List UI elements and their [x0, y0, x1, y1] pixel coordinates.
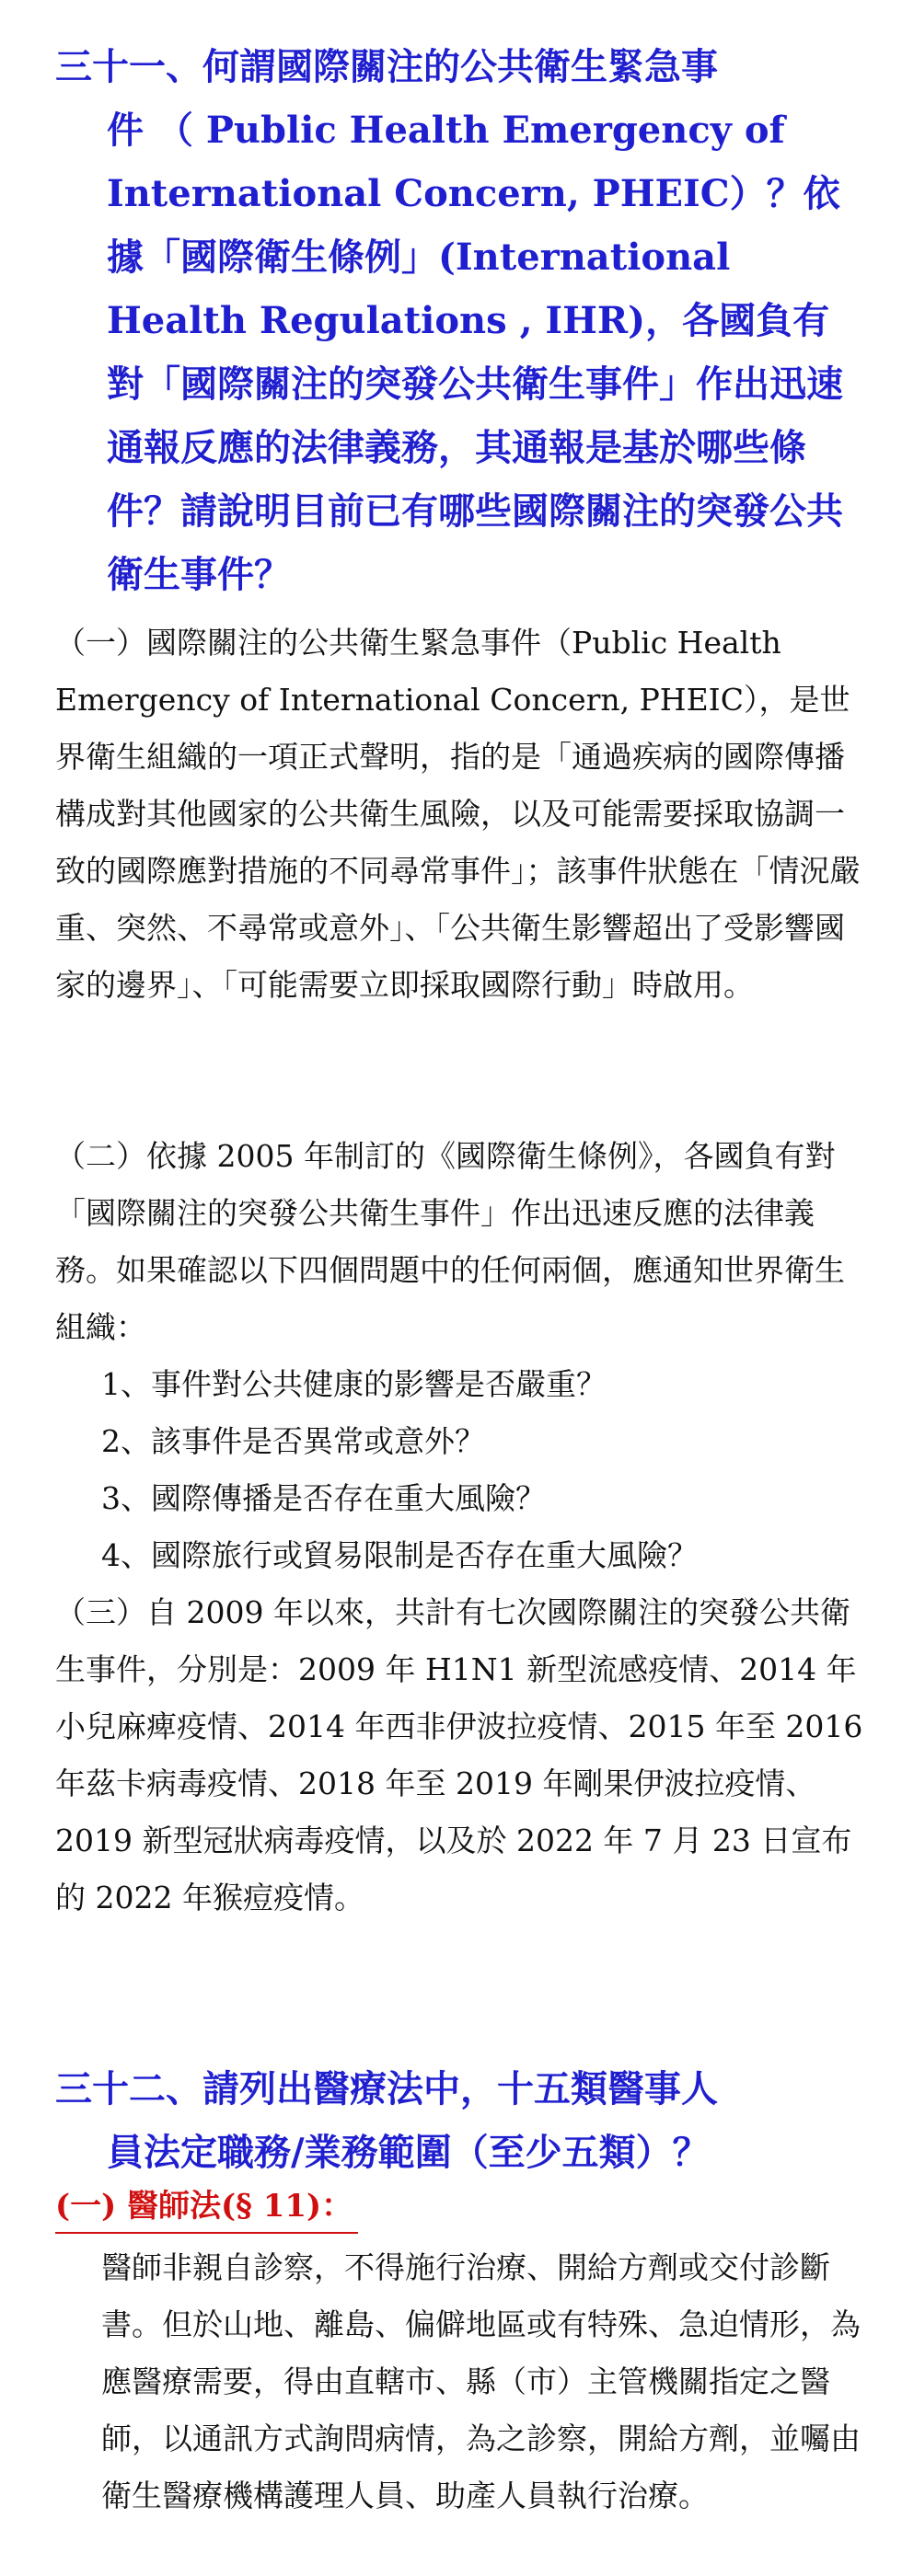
- answer-31-part-3-text: 自 2009 年以來，共計有七次國際關注的突發公共衛生事件，分別是：2009 年 H1N1 新型流感疫情、2014 年小兒麻痺疫情、2014 年西非伊波拉疫情、2015 年至 2016 年茲卡病毒疫情、2018 年至 2019 年剛果伊波拉疫情、2019 新型冠狀病毒疫情，以及於 2022 年 7 月 23 日宣布的 2022 年猴痘疫情。: [55, 1594, 863, 1915]
- question-31-lead: 三十一、何謂國際關注的公共衛生緊急事: [55, 45, 718, 88]
- answer-31-part-3-label: （三）: [55, 1594, 146, 1630]
- answer-31-part-1-label: （一）: [55, 625, 146, 661]
- answer-31-part-2-text: 依據 2005 年制訂的《國際衛生條例》，各國負有對「國際關注的突發公共衛生事件」作出迅速反應的法律義務。如果確認以下四個問題中的任何兩個，應通知世界衛生組織：: [55, 1138, 845, 1345]
- answer-31-part-2: [55, 1128, 865, 1356]
- question-32-title: [55, 2057, 865, 2184]
- answer-31-part-1: [55, 615, 865, 1014]
- question-32-rest: 員法定職務/業務範圍（至少五類）？: [107, 2131, 710, 2174]
- answer-31-part-2-label: （二）: [55, 1138, 146, 1174]
- question-31-title: [55, 35, 865, 606]
- answer-31-part-3: [55, 1584, 865, 1926]
- question-32-lead: 三十二、請列出醫療法中，十五類醫事人: [55, 2067, 718, 2110]
- answer-32-section-physician-head: (一) 醫師法(§ 11)：: [55, 2180, 358, 2234]
- question-31-rest: 件 （ Public Health Emergency of International Concern, PHEIC）？依據「國際衛生條例」(International Health Regulations , IHR)，各國負有對「國際關注的突發公共衛生事件」作出迅速通報反應的法律義務，其通報是基於哪些條件？請說明目前已有哪些國際關注的突發公共衛生事件？: [107, 109, 843, 596]
- answer-31-condition-1: 1、事件對公共健康的影響是否嚴重？: [101, 1366, 607, 1402]
- answer-31-condition-3: 3、國際傳播是否存在重大風險？: [101, 1480, 546, 1516]
- answer-31-condition-2: 2、該事件是否異常或意外？: [101, 1423, 485, 1459]
- answer-31-part-1-text: 國際關注的公共衛生緊急事件（Public Health Emergency of International Concern, PHEIC），是世界衛生組織的一項正式聲明，指的是「通過疾病的國際傳播構成對其他國家的公共衛生風險，以及可能需要採取協調一致的國際應對措施的不同尋常事件」；該事件狀態在「情況嚴重、突然、不尋常或意外」、「公共衛生影響超出了受影響國家的邊界」、「可能需要立即採取國際行動」時啟用。: [55, 625, 861, 1003]
- answer-31-condition-4: 4、國際旅行或貿易限制是否存在重大風險？: [101, 1537, 698, 1573]
- answer-32-section-physician-text: 醫師非親自診察，不得施行治療、開給方劑或交付診斷書。但於山地、離島、偏僻地區或有特殊、急迫情形，為應醫療需要，得由直轄市、縣（市）主管機關指定之醫師，以通訊方式詢問病情，為之診察，開給方劑，並囑由衛生醫療機構護理人員、助產人員執行治療。: [101, 2249, 861, 2513]
